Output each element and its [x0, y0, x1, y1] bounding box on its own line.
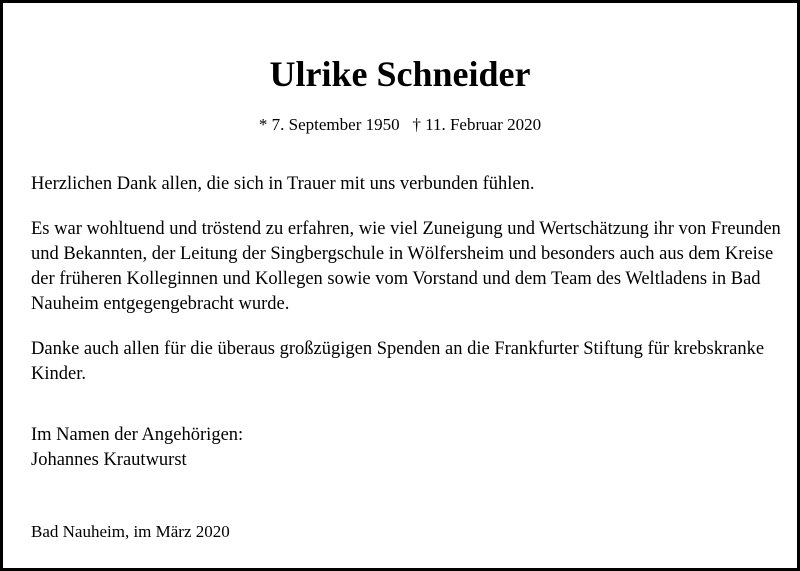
signature-intro: Im Namen der Angehörigen:	[31, 425, 244, 445]
donations-paragraph: Danke auch allen für die überaus großzügigen Spenden an die Frankfurter Stiftung für krebskranke Kinder.	[31, 339, 765, 384]
signature-name: Johannes Krautwurst	[31, 450, 187, 470]
life-dates: * 7. September 1950 † 11. Februar 2020	[258, 115, 542, 134]
signature-block	[31, 423, 791, 473]
thanks-paragraph: Herzlichen Dank allen, die sich in Trauer mit uns verbunden fühlen.	[31, 174, 535, 194]
gratitude-paragraph: Es war wohltuend und tröstend zu erfahren, wie viel Zuneigung und Wertschätzung ihr von Freunden und Bekannten, der Leitung der Singbergschule in Wölfersheim und besonders auch aus dem Kreise der früheren Kolleginnen und Kollegen sowie vom Vorstand und dem Team des Weltladens in Bad Nauheim entgegengebracht wurde.	[31, 219, 781, 314]
deceased-name: Ulrike Schneider	[269, 54, 531, 94]
place-and-date: Bad Nauheim, im März 2020	[31, 522, 230, 541]
